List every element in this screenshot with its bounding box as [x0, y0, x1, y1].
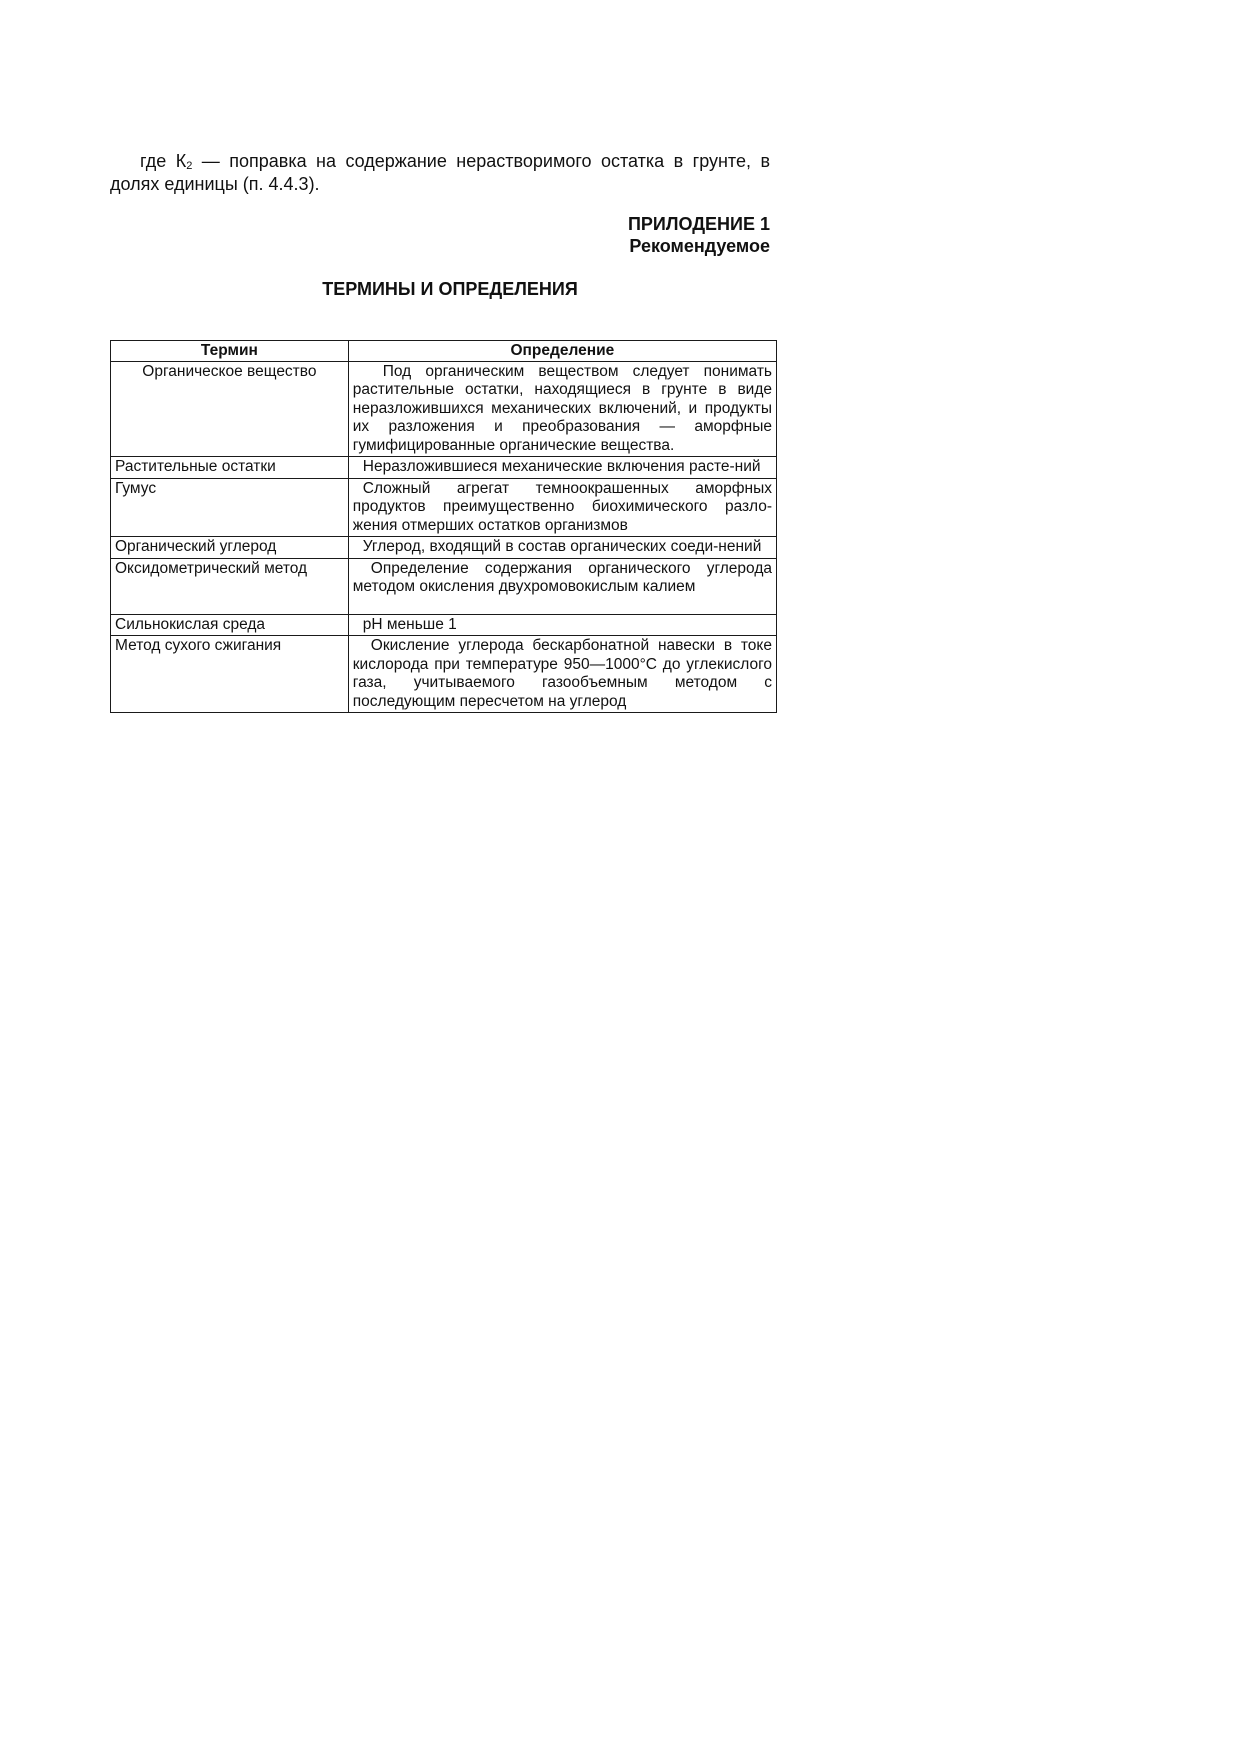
appendix-label: ПРИЛОДЕНИЕ 1	[627, 214, 770, 234]
table-row	[111, 478, 777, 537]
table-row	[111, 537, 777, 559]
intro-text-start: где К	[140, 151, 187, 171]
table-header-row	[111, 341, 777, 362]
table-row	[111, 558, 777, 614]
appendix-heading	[110, 213, 770, 257]
term-cell: Органический углерод	[111, 537, 349, 559]
table-row	[111, 361, 777, 457]
intro-text-end: — поправка на содержание нерастворимого остатка в грунте, в долях единицы (п. 4.4.3).	[110, 151, 771, 194]
definition-cell: Определение содержания органического углерода методом окисления двухромовокислым калием	[348, 558, 776, 614]
definition-cell: pH меньше 1	[348, 614, 776, 636]
term-cell: Метод сухого сжигания	[111, 636, 349, 713]
term-cell: Оксидометрический метод	[111, 558, 349, 614]
terms-table	[110, 340, 777, 713]
definition-cell: Сложный агрегат темноокрашенных аморфных продуктов преимущественно биохимического разло-жения отмерших остатков организмов	[348, 478, 776, 537]
term-cell: Органическое вещество	[111, 361, 349, 457]
term-cell: Гумус	[111, 478, 349, 537]
column-header-definition: Определение	[348, 341, 776, 362]
definition-cell: Окисление углерода бескарбонатной навески в токе кислорода при температуре 950—1000°С до углекислого газа, учитываемого газообъемным методом с последующим пересчетом на углерод	[348, 636, 776, 713]
table-row	[111, 614, 777, 636]
appendix-status: Рекомендуемое	[629, 236, 770, 256]
intro-paragraph	[110, 150, 770, 196]
section-title: ТЕРМИНЫ И ОПРЕДЕЛЕНИЯ	[322, 279, 578, 299]
column-header-term: Термин	[111, 341, 349, 362]
definition-cell: Неразложившиеся механические включения расте-ний	[348, 457, 776, 479]
term-cell: Сильнокислая среда	[111, 614, 349, 636]
definition-cell: Углерод, входящий в состав органических соеди-нений	[348, 537, 776, 559]
intro-subscript: 2	[186, 160, 193, 172]
definition-cell: Под органическим веществом следует понимать растительные остатки, находящиеся в грунте в виде неразложившихся механических включений, и продукты их разложения и преобразования — аморфные гумифицированные органические вещества.	[348, 361, 776, 457]
table-row	[111, 636, 777, 713]
term-cell: Растительные остатки	[111, 457, 349, 479]
table-row	[111, 457, 777, 479]
